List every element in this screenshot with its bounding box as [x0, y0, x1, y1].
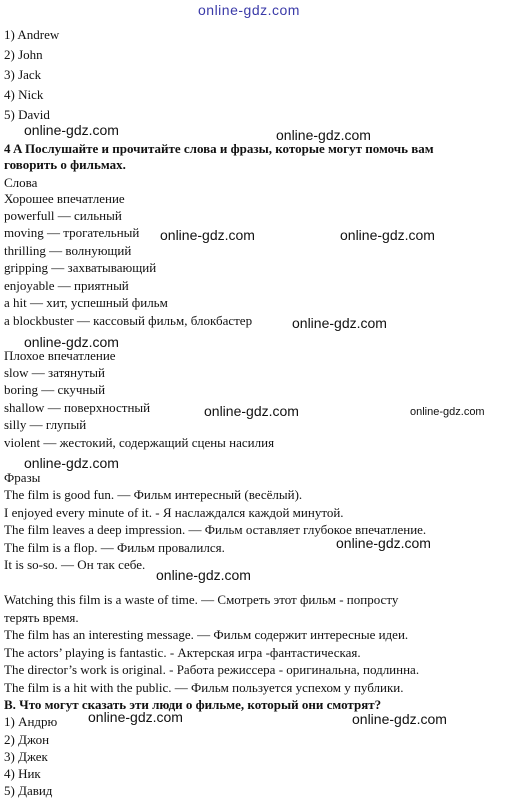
watermark: online-gdz.com: [24, 122, 119, 138]
watermark: online-gdz.com: [292, 315, 387, 331]
vocab-item: a hit — хит, успешный фильм: [4, 295, 168, 310]
name-item-ru: 2) Джон: [4, 732, 50, 747]
watermark: online-gdz.com: [88, 709, 183, 725]
vocab-item: gripping — захватывающий: [4, 260, 157, 275]
phrase-item: The film is good fun. — Фильм интересный (весёлый).: [4, 487, 303, 502]
vocab-item: shallow — поверхностный: [4, 400, 151, 415]
phrase-item: The director’s work is original. - Работа режиссера - оригинальна, подлинна.: [4, 662, 420, 677]
watermark: online-gdz.com: [204, 403, 299, 419]
vocab-item: powerfull — сильный: [4, 208, 122, 223]
task4-heading: 4 A Послушайте и прочитайте слова и фразы, которые могут помочь вам: [4, 141, 434, 156]
name-item: 3) Jack: [4, 67, 42, 82]
name-item-ru: 3) Джек: [4, 749, 48, 764]
phrase-item: The actors’ playing is fantastic. - Актерская игра -фантастическая.: [4, 645, 361, 660]
name-item: 1) Andrew: [4, 27, 60, 42]
name-item: 2) John: [4, 47, 43, 62]
watermark: online-gdz.com: [336, 535, 431, 551]
phrase-item: The film is a flop. — Фильм провалился.: [4, 540, 225, 555]
phrase-item: Watching this film is a waste of time. — Смотреть этот фильм - попросту: [4, 592, 399, 607]
vocab-item: boring — скучный: [4, 382, 106, 397]
phrases-label: Фразы: [4, 470, 41, 485]
vocab-item: moving — трогательный: [4, 225, 140, 240]
words-label: Слова: [4, 175, 38, 190]
phrase-item: The film has an interesting message. — Фильм содержит интересные идеи.: [4, 627, 409, 642]
phrase-item: It is so-so. — Он так себе.: [4, 557, 146, 572]
task4-heading-cont: говорить о фильмах.: [4, 157, 126, 172]
vocab-item: slow — затянутый: [4, 365, 105, 380]
phrase-item: The film leaves a deep impression. — Фильм оставляет глубокое впечатление.: [4, 522, 427, 537]
vocab-item: a blockbuster — кассовый фильм, блокбастер: [4, 313, 253, 328]
name-item: 5) David: [4, 107, 50, 122]
watermark: online-gdz.com: [410, 406, 485, 418]
name-item-ru: 5) Давид: [4, 783, 53, 798]
watermark: online-gdz.com: [352, 711, 447, 727]
vocab-item: thrilling — волнующий: [4, 243, 132, 258]
bad-impression-label: Плохое впечатление: [4, 348, 116, 363]
good-impression-label: Хорошее впечатление: [4, 191, 125, 206]
vocab-item: silly — глупый: [4, 417, 87, 432]
watermark: online-gdz.com: [160, 227, 255, 243]
watermark: online-gdz.com: [24, 334, 119, 350]
name-item: 4) Nick: [4, 87, 44, 102]
name-item-ru: 4) Ник: [4, 766, 41, 781]
watermark: online-gdz.com: [276, 127, 371, 143]
vocab-item: enjoyable — приятный: [4, 278, 129, 293]
phrase-item: The film is a hit with the public. — Фильм пользуется успехом у публики.: [4, 680, 404, 695]
watermark: online-gdz.com: [156, 567, 251, 583]
vocab-item: violent — жестокий, содержащий сцены насилия: [4, 435, 275, 450]
phrase-item: I enjoyed every minute of it. - Я наслаждался каждой минутой.: [4, 505, 344, 520]
watermark: online-gdz.com: [24, 455, 119, 471]
name-item-ru: 1) Андрю: [4, 714, 58, 729]
taskB-heading: B. Что могут сказать эти люди о фильме, который они смотрят?: [4, 697, 382, 712]
watermark: online-gdz.com: [340, 227, 435, 243]
watermark-top: online-gdz.com: [198, 2, 300, 18]
phrase-item-cont: терять время.: [4, 610, 79, 625]
